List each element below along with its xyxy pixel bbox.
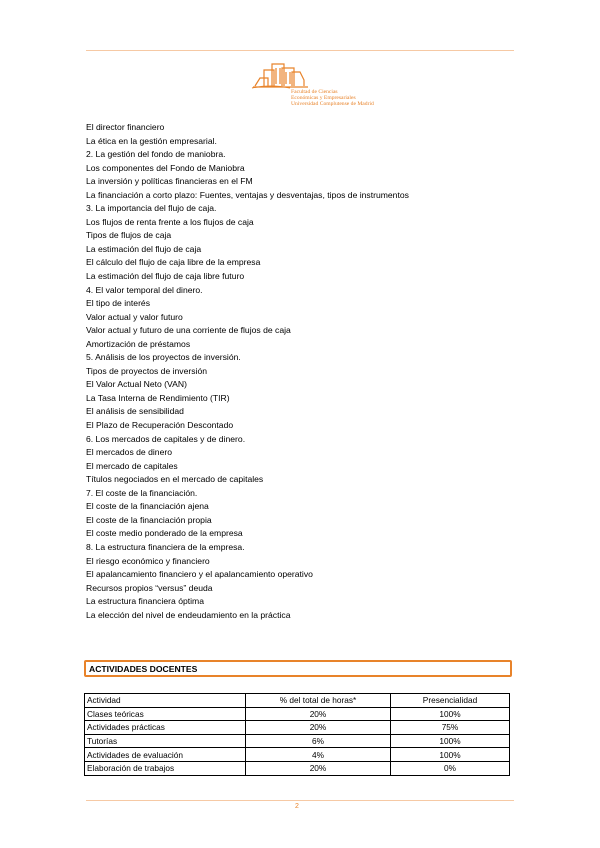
content-line: 5. Análisis de los proyectos de inversión. — [86, 352, 241, 363]
table-row — [85, 721, 510, 735]
table-header-row — [85, 694, 510, 708]
table-header-cell: Presencialidad — [391, 694, 510, 708]
content-line: Valor actual y futuro de una corriente de flujos de caja — [86, 325, 291, 336]
content-line: 6. Los mercados de capitales y de dinero. — [86, 433, 246, 444]
content-line: Títulos negociados en el mercado de capitales — [86, 474, 264, 485]
content-line: La estimación del flujo de caja — [86, 243, 202, 254]
logo-line-1: Facultad de Ciencias — [291, 89, 338, 95]
table-cell: 20% — [246, 761, 391, 775]
table-cell: 4% — [246, 748, 391, 762]
table-row — [85, 748, 510, 762]
content-line: El coste de la financiación propia — [86, 514, 212, 525]
content-line: Los componentes del Fondo de Maniobra — [86, 162, 245, 173]
table-row — [85, 761, 510, 775]
table-header-cell: % del total de horas* — [246, 694, 391, 708]
content-line: 3. La importancia del flujo de caja. — [86, 203, 217, 214]
content-line: El coste de la financiación ajena — [86, 501, 209, 512]
content-line: La Tasa Interna de Rendimiento (TIR) — [86, 392, 230, 403]
content-line: Amortización de préstamos — [86, 338, 191, 349]
content-line: Tipos de flujos de caja — [86, 230, 172, 241]
activities-table — [84, 693, 510, 776]
table-cell: 20% — [246, 721, 391, 735]
table-cell: 75% — [391, 721, 510, 735]
content-line: 7. El coste de la financiación. — [86, 487, 198, 498]
table-cell: Clases teóricas — [85, 707, 246, 721]
content-line: El mercado de capitales — [86, 460, 178, 471]
content-line: El Valor Actual Neto (VAN) — [86, 379, 187, 390]
content-line: La inversión y políticas financieras en el FM — [86, 176, 253, 187]
table-cell: 20% — [246, 707, 391, 721]
content-line: El Plazo de Recuperación Descontado — [86, 420, 234, 431]
content-line: 8. La estructura financiera de la empresa. — [86, 541, 245, 552]
table-cell: Elaboración de trabajos — [85, 761, 246, 775]
table-cell: 100% — [391, 734, 510, 748]
table-cell: 6% — [246, 734, 391, 748]
content-line: Tipos de proyectos de inversión — [86, 365, 208, 376]
content-line: El análisis de sensibilidad — [86, 406, 184, 417]
content-line: El coste medio ponderado de la empresa — [86, 528, 243, 539]
content-line: La elección del nivel de endeudamiento en la práctica — [86, 609, 291, 620]
table-cell: 100% — [391, 707, 510, 721]
logo-line-2: Económicas y Empresariales — [291, 95, 356, 102]
content-line: 2. La gestión del fondo de maniobra. — [86, 149, 226, 160]
content-line: El cálculo del flujo de caja libre de la empresa — [86, 257, 261, 268]
logo-caption — [291, 89, 374, 108]
logo-line-3: Universidad Complutense de Madrid — [291, 101, 374, 108]
header-divider — [86, 50, 514, 51]
page-number: 2 — [295, 803, 299, 810]
table-row — [85, 734, 510, 748]
content-line: El apalancamiento financiero y el apalancamiento operativo — [86, 569, 313, 580]
table-row — [85, 707, 510, 721]
table-cell: Tutorías — [85, 734, 246, 748]
content-line: La estructura financiera óptima — [86, 596, 204, 607]
table-cell: Actividades de evaluación — [85, 748, 246, 762]
content-line: El tipo de interés — [86, 298, 151, 309]
content-line: Los flujos de renta frente a los flujos de caja — [86, 216, 254, 227]
section-title: ACTIVIDADES DOCENTES — [89, 664, 198, 674]
content-line: La ética en la gestión empresarial. — [86, 135, 217, 146]
content-line: El riesgo económico y financiero — [86, 555, 210, 566]
footer-divider — [86, 800, 514, 801]
content-line: El director financiero — [86, 122, 165, 132]
course-contents — [86, 121, 526, 622]
table-cell: 0% — [391, 761, 510, 775]
content-line: Valor actual y valor futuro — [86, 311, 183, 322]
section-header — [84, 660, 512, 677]
content-line: El mercados de dinero — [86, 447, 172, 458]
table-cell: 100% — [391, 748, 510, 762]
table-header-cell: Actividad — [85, 694, 246, 708]
content-line: Recursos propios “versus” deuda — [86, 582, 213, 593]
content-line: La estimación del flujo de caja libre futuro — [86, 271, 245, 282]
table-cell: Actividades prácticas — [85, 721, 246, 735]
content-line: 4. El valor temporal del dinero. — [86, 284, 203, 295]
content-line: La financiación a corto plazo: Fuentes, ventajas y desventajas, tipos de instrumentos — [86, 189, 409, 200]
